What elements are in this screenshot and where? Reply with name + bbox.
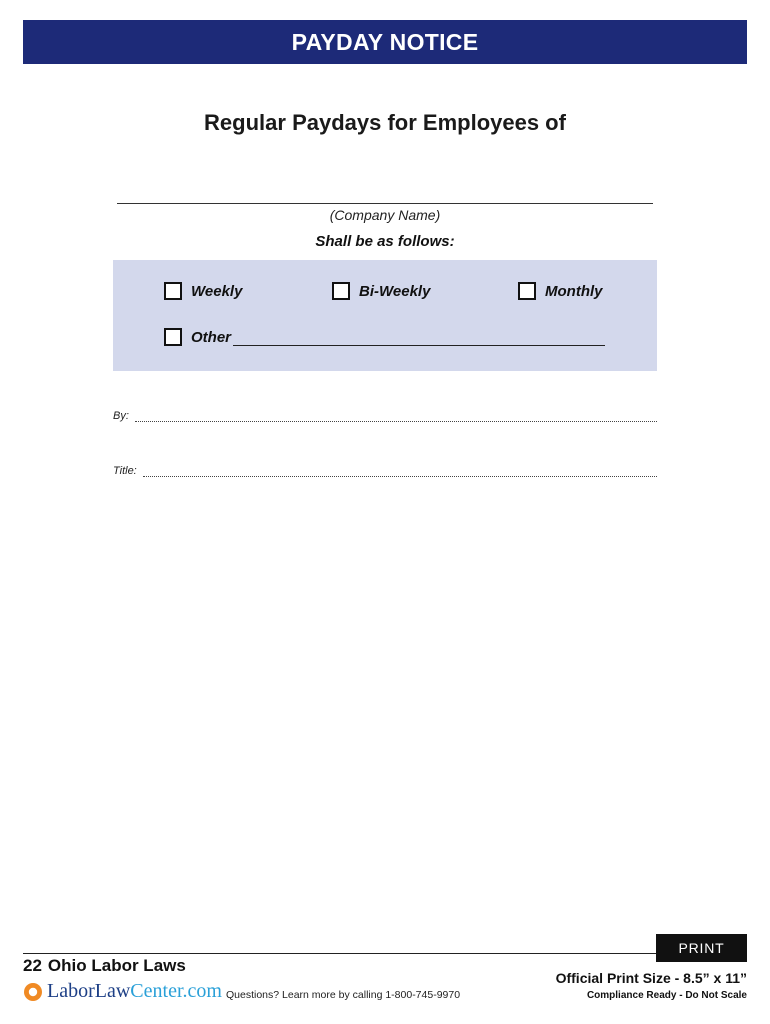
compliance-note: Compliance Ready - Do Not Scale [586,990,747,1001]
by-input-line[interactable] [135,412,657,422]
logo-text [47,980,222,1003]
official-print-size: Official Print Size - 8.5” x 11” [555,970,747,986]
option-weekly[interactable] [164,282,242,300]
laborlawcenter-logo[interactable] [23,980,222,1003]
other-label: Other [191,329,232,346]
print-button[interactable]: PRINT [656,934,747,962]
publication-name: Ohio Labor Laws [47,956,186,975]
footer-divider [23,953,656,954]
page-number: 22 [23,956,42,975]
logo-mark-icon [23,982,43,1002]
form-heading: Regular Paydays for Employees of [204,110,566,135]
header-bar [23,20,747,64]
company-name-field[interactable] [117,203,653,204]
other-input-line[interactable] [233,331,605,346]
payday-options-panel [113,260,657,371]
option-biweekly[interactable] [332,282,430,300]
title-label: Title: [113,465,137,477]
weekly-label: Weekly [191,283,243,300]
title-row [113,465,657,477]
logo-text-part-a: LaborLaw [47,980,131,1002]
biweekly-label: Bi-Weekly [359,283,431,300]
weekly-checkbox[interactable] [164,282,182,300]
other-checkbox[interactable] [164,328,182,346]
logo-text-part-b: Center.com [130,980,222,1002]
biweekly-checkbox[interactable] [332,282,350,300]
footer-publication [23,956,186,976]
option-other[interactable] [164,328,605,346]
option-monthly[interactable] [518,282,603,300]
shall-be-text: Shall be as follows: [315,233,455,250]
questions-text: Questions? Learn more by calling 1-800-745-9970 [226,989,461,1001]
by-row [113,410,657,422]
company-name-caption: (Company Name) [329,207,441,223]
monthly-checkbox[interactable] [518,282,536,300]
monthly-label: Monthly [545,283,603,300]
page-title: PAYDAY NOTICE [291,28,479,55]
by-label: By: [113,410,129,422]
title-input-line[interactable] [143,467,657,477]
